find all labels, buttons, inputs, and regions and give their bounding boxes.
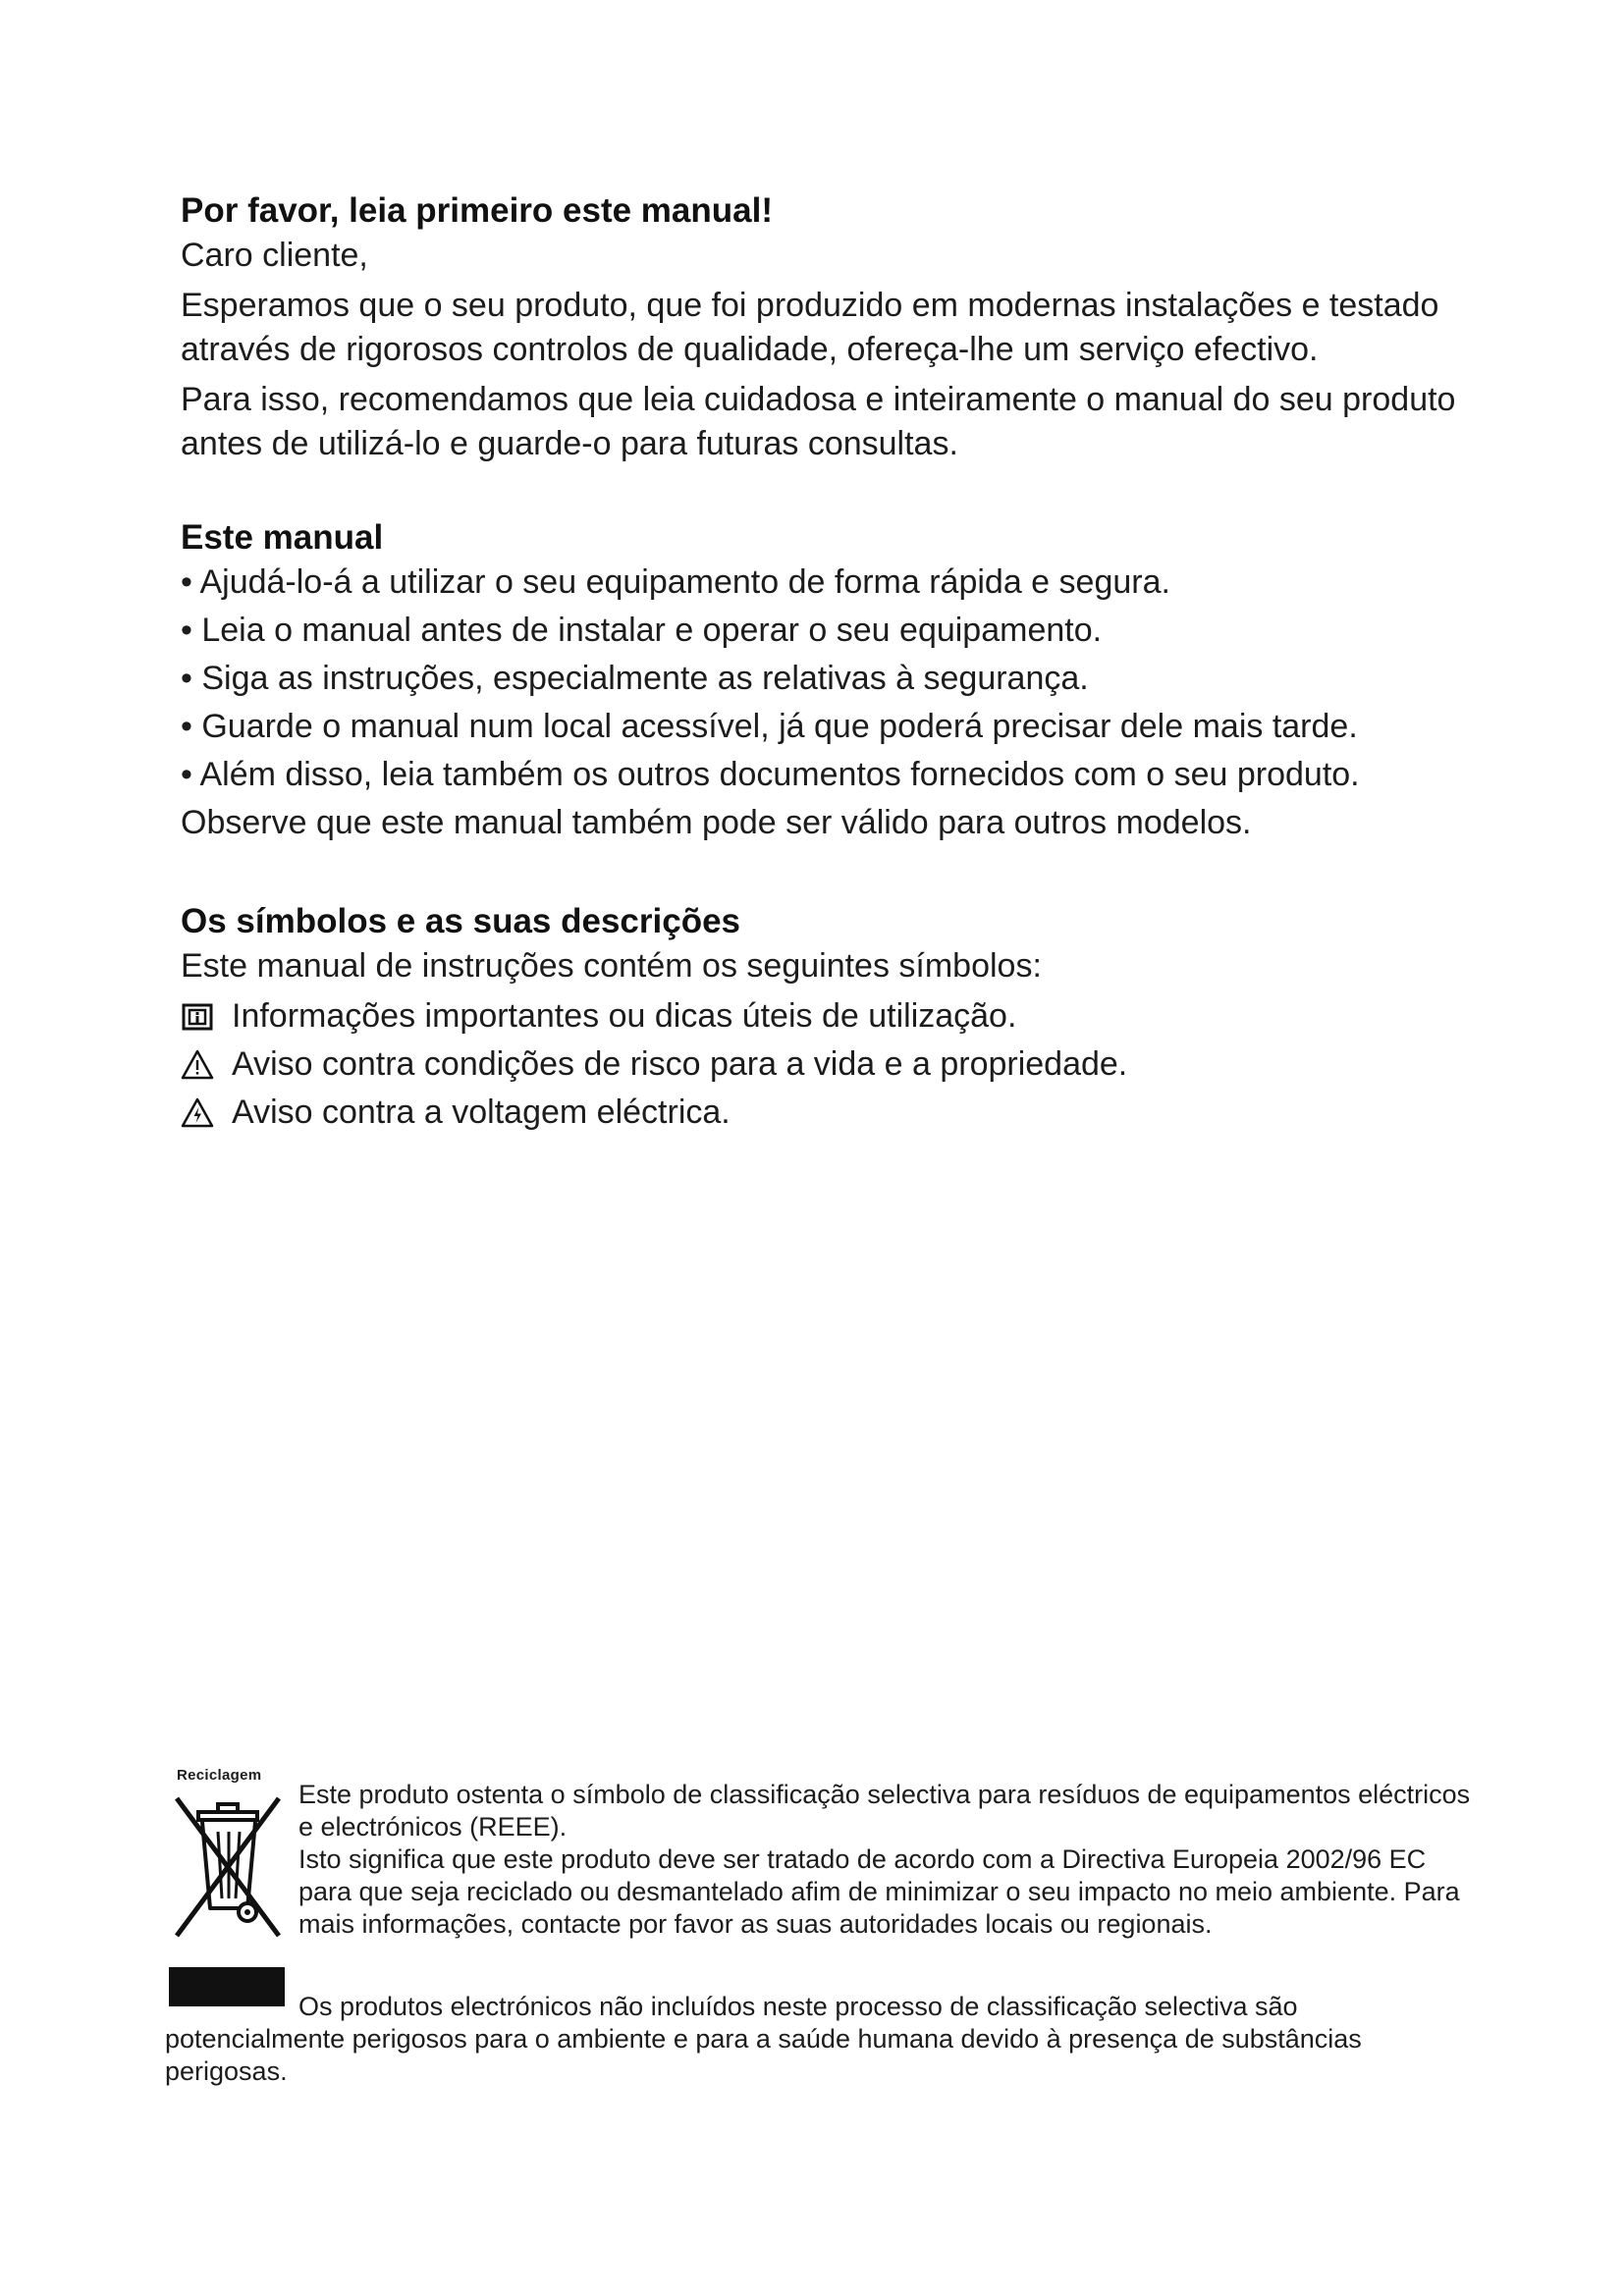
electric-warning-icon xyxy=(181,1096,214,1130)
recycling-para-1: Este produto ostenta o símbolo de classificação selectiva para resíduos de equipamentos eléctricos e electrónicos (REEE). xyxy=(298,1780,1471,1842)
intro-greeting: Caro cliente, xyxy=(181,237,368,274)
manual-bullet: • Siga as instruções, especialmente as relativas à segurança. xyxy=(181,660,1089,697)
info-icon xyxy=(181,1000,214,1034)
manual-note: Observe que este manual também pode ser válido para outros modelos. xyxy=(181,804,1252,841)
recycling-para-3-first: Os produtos electrónicos não incluídos neste processo de classificação selectiva são xyxy=(298,1992,1298,2021)
main-content xyxy=(181,188,1457,1139)
symbol-row-warning xyxy=(181,1042,1457,1087)
symbols-title: Os símbolos e as suas descrições xyxy=(181,902,741,940)
symbol-text: Aviso contra condições de risco para a vida e a propriedade. xyxy=(232,1045,1128,1083)
recycling-label: Reciclagem xyxy=(177,1767,262,1784)
symbol-row-info xyxy=(181,994,1457,1039)
recycling-bottom-text xyxy=(165,1991,1481,2088)
intro-title: Por favor, leia primeiro este manual! xyxy=(181,191,773,230)
manual-bullet: • Guarde o manual num local acessível, já que poderá precisar dele mais tarde. xyxy=(181,708,1358,745)
crossed-bin-icon xyxy=(169,1789,287,1946)
intro-para-2: Para isso, recomendamos que leia cuidadosa e inteiramente o manual do seu produto antes de utilizá-lo e guarde-o para futuras consultas. xyxy=(181,381,1456,462)
manual-bullet: • Ajudá-lo-á a utilizar o seu equipamento de forma rápida e segura. xyxy=(181,563,1170,601)
manual-bullet: • Leia o manual antes de instalar e operar o seu equipamento. xyxy=(181,612,1103,649)
manual-title: Este manual xyxy=(181,518,384,557)
recycling-para-3-rest: potencialmente perigosos para o ambiente e para a saúde humana devido à presença de substâncias perigosas. xyxy=(165,2024,1362,2086)
symbol-row-electric xyxy=(181,1091,1457,1135)
manual-section xyxy=(181,515,1457,845)
symbols-section xyxy=(181,899,1457,1135)
symbol-text: Informações importantes ou dicas úteis de utilização. xyxy=(232,997,1017,1035)
warning-icon xyxy=(181,1048,214,1082)
recycling-text xyxy=(298,1779,1477,1941)
symbols-intro: Este manual de instruções contém os seguintes símbolos: xyxy=(181,947,1042,985)
intro-para-1: Esperamos que o seu produto, que foi produzido em modernas instalações e testado através de rigorosos controlos de qualidade, ofereça-lhe um serviço efectivo. xyxy=(181,287,1439,368)
symbol-text: Aviso contra a voltagem eléctrica. xyxy=(232,1094,731,1131)
manual-bullet: • Além disso, leia também os outros documentos fornecidos com o seu produto. xyxy=(181,756,1360,793)
recycling-para-2: Isto significa que este produto deve ser tratado de acordo com a Directiva Europeia 2002/96 EC para que seja reciclado ou desmantelado afim de minimizar o seu impacto no meio ambiente. Para mais informações, contacte por favor as suas autoridades locais ou regionais. xyxy=(298,1844,1460,1939)
